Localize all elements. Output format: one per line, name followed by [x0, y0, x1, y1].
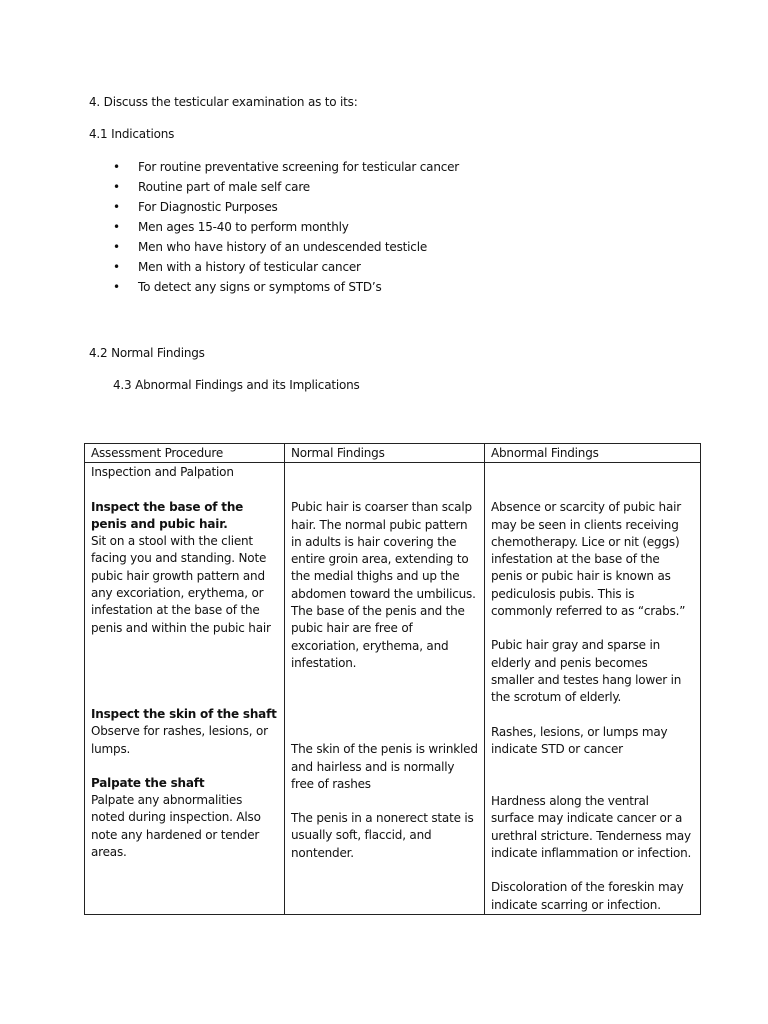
- bullet-icon: •: [113, 200, 120, 214]
- list-item-text: Men who have history of an undescended testicle: [138, 240, 428, 254]
- list-item-text: Men with a history of testicular cancer: [138, 260, 361, 274]
- list-item: [113, 158, 459, 178]
- abnormal-finding-text: Rashes, lesions, or lumps may indicate STD or cancer: [491, 724, 668, 756]
- normal-finding-text: Pubic hair is coarser than scalp hair. The normal pubic pattern in adults is hair covering the entire groin area, extending to the medial thighs and up the abdomen toward the umbilicus. The base of the penis and the pubic hair are free of excoriation, erythema, and infestation.: [291, 500, 476, 670]
- abnormal-findings-title: 4.3 Abnormal Findings and its Implications: [113, 378, 360, 392]
- normal-finding-text: The penis in a nonerect state is usually soft, flaccid, and nontender.: [291, 811, 474, 860]
- normal-finding-text: The skin of the penis is wrinkled and hairless and is normally free of rashes: [291, 742, 478, 791]
- assessment-table: [84, 443, 701, 915]
- bullet-icon: •: [113, 220, 120, 234]
- list-item-text: For Diagnostic Purposes: [138, 200, 278, 214]
- bullet-icon: •: [113, 160, 120, 174]
- list-item-text: Routine part of male self care: [138, 180, 310, 194]
- indications-title: 4.1 Indications: [89, 127, 175, 141]
- bullet-icon: •: [113, 280, 120, 294]
- procedure-text: Palpate any abnormalities noted during inspection. Also note any hardened or tender areas.: [91, 793, 261, 860]
- bullet-icon: •: [113, 180, 120, 194]
- list-item-text: To detect any signs or symptoms of STD’s: [138, 280, 382, 294]
- list-item: [113, 178, 459, 198]
- procedure-title: Palpate the shaft: [91, 775, 205, 790]
- list-item-text: Men ages 15-40 to perform monthly: [138, 220, 349, 234]
- list-item: [113, 198, 459, 218]
- abnormal-findings-cell: [485, 463, 701, 915]
- abnormal-finding-text: Hardness along the ventral surface may indicate cancer or a urethral stricture. Tenderness may indicate inflammation or infection.: [491, 794, 692, 861]
- section-heading: 4. Discuss the testicular examination as to its:: [89, 95, 358, 109]
- list-item: [113, 218, 459, 238]
- procedure-title: Inspect the base of the penis and pubic hair.: [91, 499, 244, 531]
- table-header-row: [85, 444, 701, 463]
- assessment-procedure-cell: [85, 463, 285, 915]
- bullet-icon: •: [113, 240, 120, 254]
- procedure-text: Sit on a stool with the client facing you and standing. Note pubic hair growth pattern and any excoriation, erythema, or infestation at the base of the penis and within the pubic hair: [91, 534, 271, 635]
- list-item: [113, 278, 459, 298]
- list-item: [113, 258, 459, 278]
- header-normal-findings: Normal Findings: [285, 444, 485, 463]
- abnormal-finding-text: Absence or scarcity of pubic hair may be seen in clients receiving chemotherapy. Lice or nit (eggs) infestation at the base of the penis or pubic hair is known as pediculosis pubis. This is commonly referred to as “crabs.”: [491, 500, 686, 619]
- normal-findings-cell: [285, 463, 485, 915]
- section-label: Inspection and Palpation: [91, 465, 234, 480]
- list-item-text: For routine preventative screening for testicular cancer: [138, 160, 460, 174]
- normal-findings-title: 4.2 Normal Findings: [89, 346, 205, 360]
- header-assessment-procedure: Assessment Procedure: [85, 444, 285, 463]
- abnormal-finding-text: Pubic hair gray and sparse in elderly and penis becomes smaller and testes hang lower in the scrotum of elderly.: [491, 638, 682, 705]
- procedure-title: Inspect the skin of the shaft: [91, 706, 277, 721]
- table-row: [85, 463, 701, 915]
- procedure-text: Observe for rashes, lesions, or lumps.: [91, 724, 268, 756]
- abnormal-finding-text: Discoloration of the foreskin may indicate scarring or infection.: [491, 880, 684, 912]
- indications-list: [113, 158, 459, 298]
- bullet-icon: •: [113, 260, 120, 274]
- header-abnormal-findings: Abnormal Findings: [485, 444, 701, 463]
- list-item: [113, 238, 459, 258]
